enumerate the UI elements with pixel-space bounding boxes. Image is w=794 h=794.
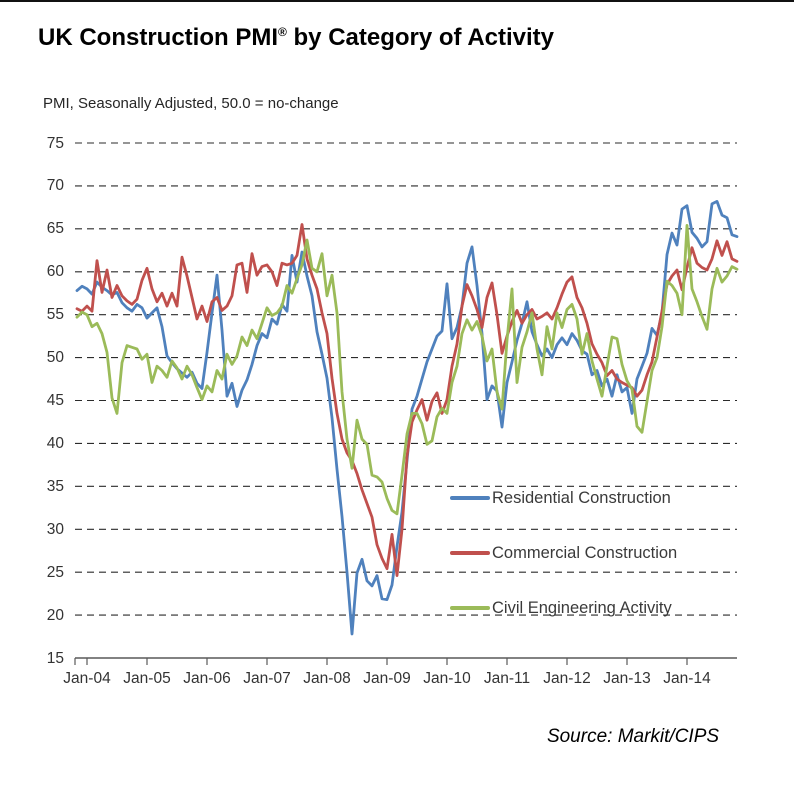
x-tick-label-Jan-05: Jan-05: [123, 670, 171, 687]
registered-trademark-symbol: ®: [278, 25, 287, 39]
x-tick-label-Jan-13: Jan-13: [603, 670, 651, 687]
x-tick-label-Jan-07: Jan-07: [243, 670, 291, 687]
y-tick-label-70: 70: [46, 177, 64, 194]
legend-label-residential: Residential Construction: [492, 488, 671, 507]
y-tick-label-45: 45: [46, 392, 64, 409]
x-tick-label-Jan-12: Jan-12: [543, 670, 591, 687]
civil-line-marker: [450, 606, 490, 609]
x-tick-label-Jan-08: Jan-08: [303, 670, 351, 687]
legend-item-residential: [450, 477, 760, 519]
x-tick-label-Jan-09: Jan-09: [363, 670, 411, 687]
legend-item-civil: [450, 587, 760, 629]
legend-label-civil: Civil Engineering Activity: [492, 598, 672, 617]
legend-item-commercial: [450, 532, 760, 574]
y-tick-label-20: 20: [46, 607, 64, 624]
x-tick-label-Jan-04: Jan-04: [63, 670, 111, 687]
title-main: UK Construction PMI: [38, 24, 278, 51]
y-tick-label-65: 65: [46, 220, 64, 237]
y-tick-label-60: 60: [46, 263, 64, 280]
title-rest: by Category of Activity: [286, 24, 555, 51]
x-tick-label-Jan-14: Jan-14: [663, 670, 711, 687]
x-tick-label-Jan-11: Jan-11: [483, 670, 531, 687]
axis-unit-note: PMI, Seasonally Adjusted, 50.0 = no-change: [43, 95, 339, 112]
legend: [450, 477, 760, 642]
y-tick-label-25: 25: [46, 564, 64, 581]
y-tick-label-30: 30: [46, 521, 64, 538]
y-tick-label-15: 15: [46, 650, 64, 667]
commercial-line-marker: [450, 551, 490, 554]
y-tick-label-40: 40: [46, 435, 64, 452]
legend-label-commercial: Commercial Construction: [492, 543, 678, 562]
y-tick-label-50: 50: [46, 349, 64, 366]
y-tick-label-55: 55: [46, 306, 64, 323]
y-tick-label-35: 35: [46, 478, 64, 495]
x-tick-label-Jan-06: Jan-06: [183, 670, 231, 687]
x-tick-label-Jan-10: Jan-10: [423, 670, 471, 687]
residential-line-marker: [450, 496, 490, 499]
source-credit: Source: Markit/CIPS: [546, 726, 720, 747]
y-tick-label-75: 75: [46, 135, 64, 152]
